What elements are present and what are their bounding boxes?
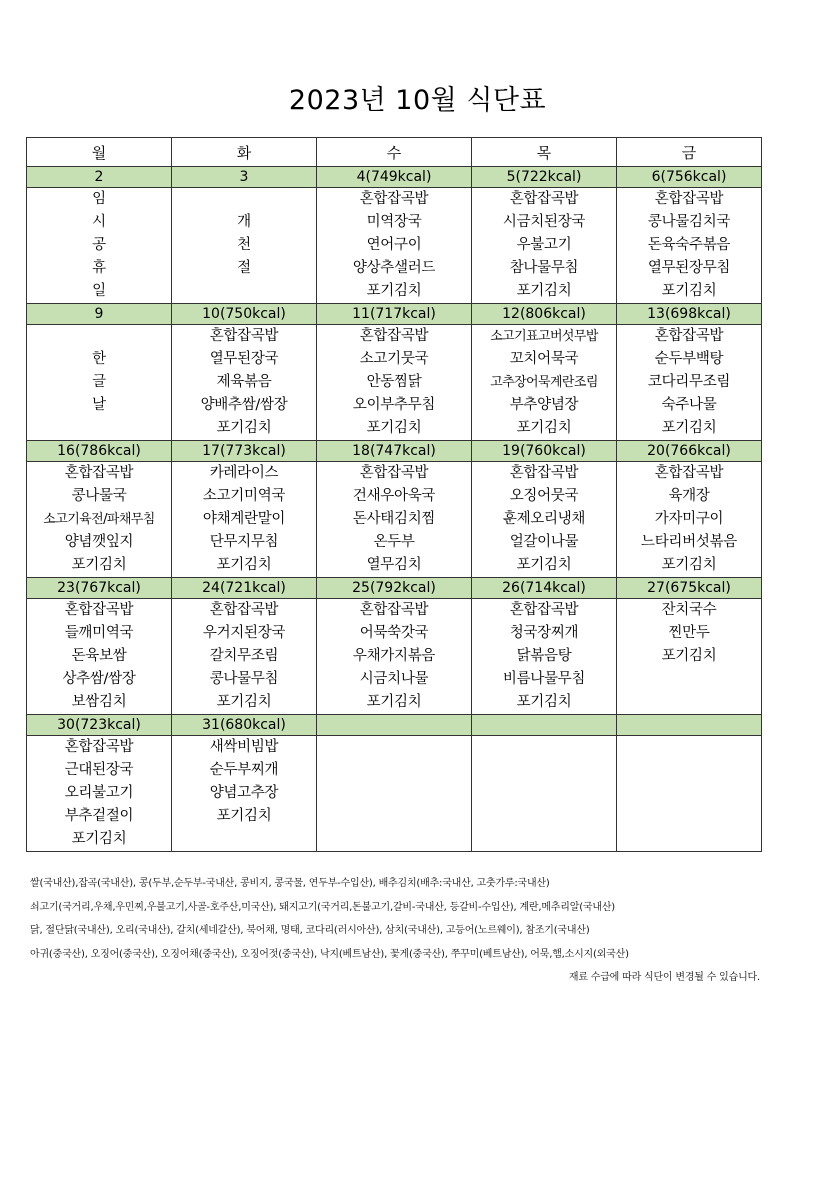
menu-item bbox=[172, 280, 316, 303]
menu-item: 어묵쑥갓국 bbox=[359, 625, 429, 641]
date-cell: 13(698kcal) bbox=[617, 304, 762, 325]
date-cell: 5(722kcal) bbox=[472, 167, 617, 188]
date-row bbox=[27, 304, 762, 325]
menu-item: 숙주나물 bbox=[661, 397, 717, 413]
origin-note-line: 쇠고기(국거리,우채,우민찌,우불고기,사골-호주산,미국산), 돼지고기(국거리,돈불고기,갈비-국내산, 등갈비-수입산), 계란,메추리알(국내산) bbox=[30, 901, 615, 913]
date-cell: 24(721kcal) bbox=[172, 578, 317, 599]
menu-item: 소고기표고버섯무밥 bbox=[490, 329, 598, 344]
weekday-header: 금 bbox=[617, 138, 762, 167]
menu-item bbox=[472, 805, 616, 828]
date-row bbox=[27, 441, 762, 462]
menu-item bbox=[472, 759, 616, 782]
menu-item: 포기김치 bbox=[516, 420, 572, 436]
menu-item: 오징어뭇국 bbox=[509, 488, 579, 504]
menu-item: 글 bbox=[92, 374, 106, 390]
menu-item: 들깨미역국 bbox=[64, 625, 134, 641]
menu-item: 포기김치 bbox=[661, 420, 717, 436]
menu-cell bbox=[27, 462, 172, 578]
date-cell: 10(750kcal) bbox=[172, 304, 317, 325]
menu-item: 일 bbox=[92, 283, 106, 299]
menu-item: 보쌈김치 bbox=[71, 694, 127, 710]
menu-item: 느타리버섯볶음 bbox=[641, 534, 737, 550]
menu-cell bbox=[172, 325, 317, 441]
date-cell bbox=[317, 715, 472, 736]
menu-item: 포기김치 bbox=[516, 694, 572, 710]
menu-cell bbox=[617, 325, 762, 441]
menu-item: 돈사태김치찜 bbox=[352, 511, 436, 527]
origin-note-line: 쌀(국내산),잡곡(국내산), 콩(두부,순두부-국내산, 콩비지, 콩국물, 연두부-수입산), 배추김치(배추:국내산, 고춧가루:국내산) bbox=[30, 878, 550, 889]
origin-note-line: 아귀(중국산), 오징어(중국산), 오징어채(중국산), 오징어젓(중국산), 낙지(베트남산), 꽃게(중국산), 쭈꾸미(베트남산), 어묵,햄,소시지(외국산) bbox=[30, 948, 629, 960]
menu-cell bbox=[172, 188, 317, 304]
menu-item bbox=[172, 188, 316, 211]
menu-item: 열무김치 bbox=[366, 557, 422, 573]
menu-item: 천 bbox=[237, 237, 251, 253]
date-cell: 2 bbox=[27, 167, 172, 188]
menu-change-disclaimer: 재료 수급에 따라 식단이 변경될 수 있습니다. bbox=[568, 972, 760, 983]
menu-item: 포기김치 bbox=[71, 557, 127, 573]
menu-item bbox=[617, 736, 761, 759]
menu-item: 꼬치어묵국 bbox=[509, 351, 579, 367]
menu-item: 휴 bbox=[92, 260, 106, 276]
menu-item: 혼합잡곡밥 bbox=[654, 465, 724, 481]
menu-item: 혼합잡곡밥 bbox=[359, 465, 429, 481]
menu-cell bbox=[617, 462, 762, 578]
meal-plan-table bbox=[26, 137, 762, 852]
menu-item: 열무된장무침 bbox=[647, 260, 731, 276]
menu-item bbox=[617, 805, 761, 828]
menu-cell bbox=[317, 599, 472, 715]
date-row bbox=[27, 578, 762, 599]
menu-item: 콩나물국 bbox=[71, 488, 127, 504]
date-cell: 3 bbox=[172, 167, 317, 188]
menu-item: 우거지된장국 bbox=[202, 625, 286, 641]
menu-item: 우채가지볶음 bbox=[352, 648, 436, 664]
menu-item: 혼합잡곡밥 bbox=[359, 602, 429, 618]
origin-note-line: 닭, 절단닭(국내산), 오리(국내산), 갈치(세네갈산), 북어채, 명태, 코다리(러시아산), 삼치(국내산), 고등어(노르웨이), 참조기(국내산) bbox=[30, 925, 590, 936]
weekday-header: 수 bbox=[317, 138, 472, 167]
menu-cell bbox=[27, 188, 172, 304]
weekday-header: 화 bbox=[172, 138, 317, 167]
menu-item: 혼합잡곡밥 bbox=[654, 328, 724, 344]
date-cell: 19(760kcal) bbox=[472, 441, 617, 462]
menu-item: 콩나물김치국 bbox=[647, 214, 731, 230]
menu-row bbox=[27, 736, 762, 852]
menu-item: 돈육보쌈 bbox=[71, 648, 127, 664]
menu-row bbox=[27, 325, 762, 441]
date-cell: 31(680kcal) bbox=[172, 715, 317, 736]
date-cell: 26(714kcal) bbox=[472, 578, 617, 599]
menu-item: 순두부백탕 bbox=[654, 351, 724, 367]
menu-item bbox=[317, 828, 471, 851]
menu-cell bbox=[172, 736, 317, 852]
date-cell: 23(767kcal) bbox=[27, 578, 172, 599]
menu-item: 포기김치 bbox=[71, 831, 127, 847]
menu-item bbox=[317, 736, 471, 759]
menu-item: 가자미구이 bbox=[654, 511, 724, 527]
date-cell bbox=[472, 715, 617, 736]
menu-item: 절 bbox=[237, 260, 251, 276]
menu-item: 육개장 bbox=[668, 488, 710, 504]
date-cell: 18(747kcal) bbox=[317, 441, 472, 462]
weekday-header-row bbox=[27, 138, 762, 167]
menu-row bbox=[27, 462, 762, 578]
menu-item: 부추양념장 bbox=[509, 397, 579, 413]
menu-item: 날 bbox=[92, 397, 106, 413]
date-cell: 12(806kcal) bbox=[472, 304, 617, 325]
menu-item bbox=[617, 691, 761, 714]
menu-cell bbox=[172, 599, 317, 715]
menu-item: 근대된장국 bbox=[64, 762, 134, 778]
date-cell: 27(675kcal) bbox=[617, 578, 762, 599]
menu-cell bbox=[617, 188, 762, 304]
menu-cell bbox=[27, 736, 172, 852]
menu-item: 시 bbox=[92, 214, 106, 230]
menu-item bbox=[472, 736, 616, 759]
date-row bbox=[27, 167, 762, 188]
menu-item: 개 bbox=[237, 214, 251, 230]
menu-item: 양상추샐러드 bbox=[352, 260, 436, 276]
menu-item: 포기김치 bbox=[661, 648, 717, 664]
menu-item: 포기김치 bbox=[216, 420, 272, 436]
menu-item: 비름나물무침 bbox=[502, 671, 586, 687]
date-cell: 9 bbox=[27, 304, 172, 325]
menu-item: 청국장찌개 bbox=[509, 625, 579, 641]
menu-cell bbox=[27, 325, 172, 441]
menu-cell bbox=[617, 599, 762, 715]
menu-item: 혼합잡곡밥 bbox=[209, 602, 279, 618]
page-title: 2023년 10월 식단표 bbox=[288, 85, 547, 116]
date-cell: 6(756kcal) bbox=[617, 167, 762, 188]
menu-item: 소고기뭇국 bbox=[359, 351, 429, 367]
menu-cell bbox=[317, 736, 472, 852]
menu-item: 열무된장국 bbox=[209, 351, 279, 367]
menu-item: 콩나물무침 bbox=[209, 671, 279, 687]
menu-item bbox=[472, 782, 616, 805]
menu-item: 오리불고기 bbox=[64, 785, 134, 801]
weekday-header: 월 bbox=[27, 138, 172, 167]
menu-cell bbox=[617, 736, 762, 852]
menu-item: 야채계란말이 bbox=[202, 511, 286, 527]
menu-item: 얼갈이나물 bbox=[509, 534, 579, 550]
menu-item bbox=[27, 325, 171, 348]
menu-item: 갈치무조림 bbox=[209, 648, 279, 664]
menu-item: 양념고추장 bbox=[209, 785, 279, 801]
menu-item: 미역장국 bbox=[366, 214, 422, 230]
menu-item: 찐만두 bbox=[668, 625, 710, 641]
menu-item: 포기김치 bbox=[661, 557, 717, 573]
menu-item: 혼합잡곡밥 bbox=[64, 602, 134, 618]
weekday-header: 목 bbox=[472, 138, 617, 167]
date-row bbox=[27, 715, 762, 736]
menu-item: 상추쌈/쌈장 bbox=[62, 671, 136, 687]
menu-cell bbox=[472, 188, 617, 304]
menu-item: 우불고기 bbox=[516, 237, 572, 253]
menu-item: 공 bbox=[92, 237, 106, 253]
menu-item: 포기김치 bbox=[366, 694, 422, 710]
date-cell: 16(786kcal) bbox=[27, 441, 172, 462]
menu-item bbox=[317, 782, 471, 805]
menu-cell bbox=[317, 325, 472, 441]
menu-item: 연어구이 bbox=[366, 237, 422, 253]
menu-item: 닭볶음탕 bbox=[516, 648, 572, 664]
menu-item bbox=[472, 828, 616, 851]
menu-row bbox=[27, 188, 762, 304]
menu-item: 참나물무침 bbox=[509, 260, 579, 276]
menu-item bbox=[617, 759, 761, 782]
menu-item bbox=[617, 668, 761, 691]
date-cell: 4(749kcal) bbox=[317, 167, 472, 188]
menu-item: 시금치된장국 bbox=[502, 214, 586, 230]
menu-row bbox=[27, 599, 762, 715]
menu-cell bbox=[27, 599, 172, 715]
menu-item: 건새우아욱국 bbox=[352, 488, 436, 504]
menu-item bbox=[317, 805, 471, 828]
menu-item: 양념깻잎지 bbox=[64, 534, 134, 550]
menu-item: 포기김치 bbox=[216, 694, 272, 710]
menu-item: 혼합잡곡밥 bbox=[359, 328, 429, 344]
menu-item: 단무지무침 bbox=[209, 534, 279, 550]
menu-item: 오이부추무침 bbox=[352, 397, 436, 413]
menu-item: 포기김치 bbox=[366, 283, 422, 299]
menu-item: 혼합잡곡밥 bbox=[509, 191, 579, 207]
date-cell: 11(717kcal) bbox=[317, 304, 472, 325]
date-cell bbox=[617, 715, 762, 736]
date-cell: 30(723kcal) bbox=[27, 715, 172, 736]
menu-item: 온두부 bbox=[373, 534, 415, 550]
menu-item: 고추장어묵계란조림 bbox=[490, 375, 598, 390]
menu-item: 돈육숙주볶음 bbox=[647, 237, 731, 253]
menu-cell bbox=[472, 325, 617, 441]
menu-item: 제육볶음 bbox=[216, 374, 272, 390]
menu-cell bbox=[472, 599, 617, 715]
menu-item: 혼합잡곡밥 bbox=[209, 328, 279, 344]
menu-item: 혼합잡곡밥 bbox=[654, 191, 724, 207]
menu-item: 혼합잡곡밥 bbox=[64, 739, 134, 755]
menu-item: 시금치나물 bbox=[359, 671, 429, 687]
menu-cell bbox=[317, 462, 472, 578]
menu-item bbox=[27, 417, 171, 440]
menu-item: 혼합잡곡밥 bbox=[359, 191, 429, 207]
date-cell: 17(773kcal) bbox=[172, 441, 317, 462]
menu-item: 코다리무조림 bbox=[647, 374, 731, 390]
menu-item: 부추겉절이 bbox=[64, 808, 134, 824]
menu-item: 포기김치 bbox=[216, 557, 272, 573]
menu-item: 한 bbox=[92, 351, 106, 367]
menu-cell bbox=[472, 462, 617, 578]
menu-item: 포기김치 bbox=[516, 283, 572, 299]
date-cell: 25(792kcal) bbox=[317, 578, 472, 599]
menu-item: 새싹비빔밥 bbox=[209, 739, 279, 755]
menu-item: 포기김치 bbox=[661, 283, 717, 299]
menu-item: 포기김치 bbox=[366, 420, 422, 436]
menu-item: 포기김치 bbox=[516, 557, 572, 573]
menu-item bbox=[172, 828, 316, 851]
menu-item: 안동찜닭 bbox=[366, 374, 422, 390]
menu-item: 양배추쌈/쌈장 bbox=[200, 397, 288, 413]
menu-cell bbox=[172, 462, 317, 578]
menu-item: 임 bbox=[92, 191, 106, 207]
menu-item: 포기김치 bbox=[216, 808, 272, 824]
menu-item: 잔치국수 bbox=[661, 602, 717, 618]
menu-item: 소고기육전/파채무침 bbox=[43, 512, 155, 527]
menu-item: 혼합잡곡밥 bbox=[509, 602, 579, 618]
menu-item: 카레라이스 bbox=[209, 465, 279, 481]
menu-item bbox=[317, 759, 471, 782]
menu-item: 혼합잡곡밥 bbox=[64, 465, 134, 481]
menu-item bbox=[617, 828, 761, 851]
date-cell: 20(766kcal) bbox=[617, 441, 762, 462]
menu-cell bbox=[317, 188, 472, 304]
menu-cell bbox=[472, 736, 617, 852]
menu-item: 소고기미역국 bbox=[202, 488, 286, 504]
origin-notes bbox=[30, 872, 770, 990]
menu-item: 순두부찌개 bbox=[209, 762, 279, 778]
menu-item: 훈제오리냉채 bbox=[502, 511, 586, 527]
menu-item bbox=[617, 782, 761, 805]
menu-item: 혼합잡곡밥 bbox=[509, 465, 579, 481]
